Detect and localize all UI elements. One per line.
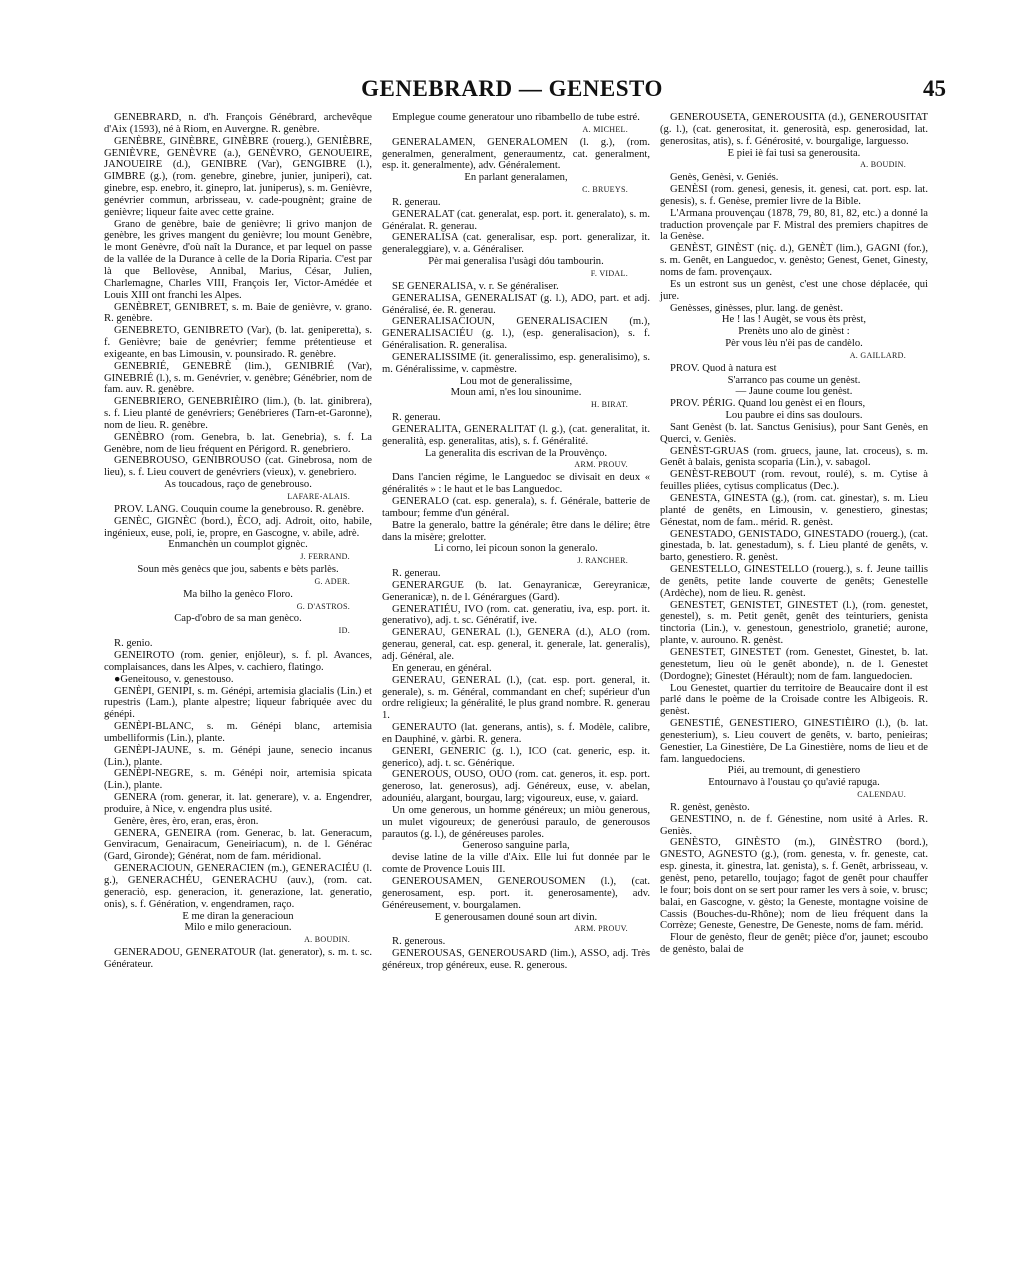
dictionary-entry: GENÈBRE, GINÈBRE, GINÈBRE (rouerg.), GENIÈBRE, GENIÈVRE, GENÈVRE (a.), GENÈVRO, GENOUEIRE, JANOUEIRE (d.), GENIBRE (Var), GENGIBRE (l.), GIMBRE (g.), (rom. genebre, ginebre, junier, juniperi), cat. ginebre, esp. enebro, it. ginepro, lat. juniperus), s. m. Genièvre, genévrier commun, arbrisseau, v. cade-pougnènt; graine de genièvre; liqueur faite avec cette graine. xyxy=(104,135,373,218)
quotation-line: Lou mot de generalissime, xyxy=(459,375,573,387)
quotation-line: Pèr mai generalisa l'usàgi dóu tambourin. xyxy=(428,256,604,268)
dictionary-entry: GENÈST-GRUAS (rom. gruecs, jaune, lat. croceus), s. m. Genêt à balais, genista scoparia (Lin.), v. sabagol. xyxy=(660,445,928,469)
dictionary-entry: GENERA, GENEIRA (rom. Generac, b. lat. Generacum, Genviracum, Genairacum, Geneiriacum), n. de l. Générac (Gard, Gironde); Générat, nom de fam. méridional. xyxy=(104,827,372,863)
dictionary-entry: GENERALAT (cat. generalat, esp. port. it. generalato), s. m. Généralat. R. generau. xyxy=(382,208,650,232)
quotation-source: CALENDAU. xyxy=(857,790,906,800)
dictionary-entry: L'Armana prouvençau (1878, 79, 80, 81, 82, etc.) a donné la traduction provençale par F. Mistral des premiers chapitres de la Genèse. xyxy=(660,207,928,243)
dictionary-entry: Genèsses, ginèsses, plur. lang. de genèst. xyxy=(670,302,843,314)
quotation-line: Piéi, au tremount, di genestiero xyxy=(727,765,861,777)
dictionary-entry: GENERACIOUN, GENERACIEN (m.), GENERACIÉU (l. g.), GENERACHÉU, GENERACHU (auv.), (rom. cat. generaciò, esp. generacion, it. generazione, lat. generatio, onis), s. f. Génération, v. engendramen, raço. xyxy=(104,863,372,910)
dictionary-entry: GENERADOU, GENERATOUR (lat. generator), s. m. t. sc. Générateur. xyxy=(104,947,372,970)
dictionary-entry: GENÈSI (rom. genesi, genesis, it. genesi, cat. port. esp. lat. genesis), s. f. Genèse, premier livre de la Bible. xyxy=(660,184,928,207)
dictionary-entry: PROV. LANG. Couquin coume la genebrouso. R. genèbre. xyxy=(114,503,364,515)
quotation-source: C. BRUEYS. xyxy=(582,185,628,195)
dictionary-entry: Dans l'ancien régime, le Languedoc se divisait en deux « généralités » : le haut et le bas Languedoc. xyxy=(382,472,650,496)
dictionary-entry: GENEBRARD, n. d'h. François Génébrard, archevêque d'Aix (1593), né à Riom, en Auvergne. R. genèbre. xyxy=(104,112,372,135)
quotation-line: E generousamen douné soun art divin. xyxy=(434,911,598,923)
dictionary-entry: Lou Genestet, quartier du territoire de Beaucaire dont il est parlé dans le poème de la Croisade contre les Albigeois. R. genèst. xyxy=(660,682,928,718)
dictionary-entry: PROV. PÉRIG. Quand lou genèst ei en flours, xyxy=(670,398,866,410)
quotation-source: G. D'ASTROS. xyxy=(296,601,350,611)
dictionary-entry: R. genèst, genèsto. xyxy=(670,801,750,813)
dictionary-entry: Sant Genèst (b. lat. Sanctus Genisius), pour Sant Genès, en Querci, v. Geniès. xyxy=(660,421,928,445)
dictionary-entry: GENEROUSAS, GENEROUSARD (lim.), ASSO, adj. Très généreux, trop généreux, euse. R. generous. xyxy=(382,948,650,971)
dictionary-entry: GENEBRETO, GENIBRETO (Var), (b. lat. geniperetta), s. f. Genièvre; baie de genévrier; femme prétentieuse et exigeante, en bas Limousin, v. pounsirado. R. genèbre. xyxy=(104,325,372,360)
dictionary-entry: R. genio. xyxy=(114,638,153,650)
quotation-line: Pèr vous lèu n'èi pas de candèlo. xyxy=(725,338,863,350)
dictionary-entry: Batre la generalo, battre la générale; être dans le délire; être dans la misère; grelotter. xyxy=(382,519,650,543)
dictionary-entry: devise latine de la ville d'Aix. Elle lui fut donnée par le comte de Provence Louis III. xyxy=(382,852,650,876)
dictionary-entry: En generau, en général. xyxy=(392,662,492,674)
dictionary-entry: GENERALISA, GENERALISAT (g. l.), ADO, part. et adj. Généralisé, ée. R. generau. xyxy=(382,292,650,316)
page-number: 45 xyxy=(923,76,946,101)
dictionary-entry: GENÈST-REBOUT (rom. revout, roulé), s. m. Cytise à feuilles pliées, cytisus complicatus (Dec.). xyxy=(660,469,928,493)
dictionary-entry: R. generau. xyxy=(392,412,441,424)
dictionary-entry: GENÈSTO, GINÈSTO (m.), GINÈSTRO (bord.), GNESTO, AGNESTO (g.), (rom. genesta, v. fr. geneste, cat. esp. ginesta, it. ginestra, lat. genista), s. f. Genêt, arbrisseau, v. genèst, peno, petarello, toujago; fagot de genêt pour chauffer le four; bois dont on se sert pour ramer les vers à soie, v. brusc; balai, en Gascogne, v. gèsto; la Geneste, montagne voisine de Cassis (Bouches-du-Rhône); nom de lieu fréquent dans la Corrèze; Geneste, Genestre, De Geneste, noms de fam. mérid. xyxy=(660,837,928,932)
quotation-line: E me diran la generacioun xyxy=(182,910,294,922)
quotation-source: LAFARE-ALAIS. xyxy=(287,492,350,501)
dictionary-entry: GENERALISACIOUN, GENERALISACIEN (m.), GENERALISACIÉU (g. l.), (esp. generalisacion), s. f. Généralisation. R. generalisa. xyxy=(382,316,650,352)
dictionary-entry: PROV. Quod à natura est xyxy=(670,362,777,374)
dictionary-entry: GENERATIÉU, IVO (rom. cat. generatiu, iva, esp. port. it. generativo), adj. t. sc. Génératif, ive. xyxy=(382,603,650,627)
dictionary-entry: R. generau. xyxy=(392,196,441,208)
dictionary-entry: R. generous. xyxy=(392,936,446,948)
dictionary-entry: GENERAUTO (lat. generans, antis), s. f. Modèle, calibre, en Dauphiné, v. gàrbi. R. genera. xyxy=(382,722,650,745)
quotation-source: G. ADER. xyxy=(314,576,350,586)
dictionary-entry: GENERALISA (cat. generalisar, esp. port. generalizar, it. generaleggiare), v. a. Généraliser. xyxy=(382,232,650,256)
quotation-line: Li corno, lei picoun sonon la generalo. xyxy=(434,543,598,555)
quotation-line: Moun ami, n'es lou sinounime. xyxy=(450,387,582,399)
dictionary-entry: GENÈC, GIGNÈC (bord.), ÈCO, adj. Adroit, oito, habile, ingénieux, euse, poli, ie, propre, en Gascogne, v. abile, adrè. xyxy=(104,515,372,539)
quotation-source: J. FERRAND. xyxy=(300,552,350,562)
dictionary-entry: Un ome generous, un homme généreux; un miòu generous, un mulet vigoureux; de generóusi paraulo, de generousos parautos (g. l.), de généreuses paroles. xyxy=(382,804,650,840)
dictionary-entry: GENÈPI-JAUNE, s. m. Génépi jaune, senecio incanus (Lin.), plante. xyxy=(104,744,372,768)
dictionary-entry: GENESTINO, n. de f. Génestine, nom usité à Arles. R. Geniès. xyxy=(660,813,928,837)
dictionary-entry: GENÈPI-NEGRE, s. m. Génépi noir, artemisia spicata (Lin.), plante. xyxy=(104,768,372,792)
quotation-line: Soun mès genècs que jou, sabents e bèts parlès. xyxy=(137,564,339,576)
dictionary-entry: GENEBRIERO, GENEBRIÈIRO (lim.), (b. lat. ginibrera), s. f. Lieu planté de genévriers; Genébrieres (Tarn-et-Garonne), nom de lieu. R. genèbre. xyxy=(104,396,372,431)
quotation-source: A. BOUDIN. xyxy=(860,160,906,170)
quotation-line: Generoso sanguine parla, xyxy=(462,840,570,852)
quotation-source: J. RANCHER. xyxy=(577,556,628,566)
quotation-line: La generalita dis escrivan de la Prouvènço. xyxy=(424,447,608,459)
quotation-line: Prenèts uno alo de ginèst : xyxy=(738,326,850,338)
dictionary-entry: GENERALO (cat. esp. generala), s. f. Générale, batterie de tambour; femme d'un général. xyxy=(382,496,650,519)
quotation-line: Cap-d'obro de sa man genèco. xyxy=(174,613,302,625)
dictionary-entry: GENESTET, GENISTET, GINESTET (l.), (rom. genestet, genestel), s. m. Petit genêt, genêt des teinturiers, genista tinctoria (Lin.), v. genestoun, genestriolo, granetié; aurone, plante, v. aurouno. R. genèst. xyxy=(660,599,928,647)
column-2 xyxy=(382,112,650,972)
quotation-line: E piei iè fai tusi sa generousita. xyxy=(727,147,861,159)
dictionary-entry: GENESTET, GINESTET (rom. Genestet, Ginestet, b. lat. genestetum, lieu où le genêt abonde), n. de l. Genestet (Dordogne); Ginestet (Hérault); nom de fam. languedocien. xyxy=(660,646,928,682)
dictionary-entry: GENESTELLO, GINESTELLO (rouerg.), s. f. Jeune taillis de genêts, petite lande couverte de genêts; Genestelle (Ardèche), nom de lieu. R. genèst. xyxy=(660,564,928,599)
quotation-line: Enmanchèn un coumplot gignèc. xyxy=(168,539,308,551)
quotation-line: He ! las ! Augèt, se vous èts prèst, xyxy=(721,314,867,326)
dictionary-entry: Flour de genèsto, fleur de genêt; pièce d'or, jaunet; escoubo de genèsto, balai de xyxy=(660,932,928,956)
dictionary-entry: GENERARGUE (b. lat. Genayranicæ, Gereyranicæ, Generanicæ), n. de l. Générargues (Gard). xyxy=(382,579,650,603)
column-1 xyxy=(104,112,372,971)
dictionary-entry: R. generau. xyxy=(392,568,441,580)
dictionary-entry: GENEBRIÉ, GENEBRÈ (lim.), GENIBRIÉ (Var), GINEBRIÉ (l.), s. m. Genévrier, v. genèbre; Génébrier, nom de fam. auv. R. genèbre. xyxy=(104,360,372,396)
quotation-line: En parlant generalamen, xyxy=(464,172,568,184)
dictionary-entry: GENEROUS, OUSO, OUO (rom. cat. generos, it. esp. port. generoso, lat. generosus), adj. Généreux, euse, v. abelan, adouniéu, alargant, bourgau, larg; vigoureux, euse, v. gaiard. xyxy=(382,769,650,805)
quotation-line: Milo e milo generacioun. xyxy=(184,922,292,934)
quotation-line: Entournavo à l'oustau ço qu'avié rapuga. xyxy=(708,777,880,789)
dictionary-entry: GENERAU, GENERAL (l.), (cat. esp. port. general, it. generale), s. m. Général, commandant en chef; supérieur d'un ordre religieux; la généralité, le plus grand nombre. R. generau 1. xyxy=(382,674,650,722)
quotation-source: ARM. PROUV. xyxy=(574,924,628,934)
quotation-source: ARM. PROUV. xyxy=(574,460,628,470)
quotation-line: S'arranco pas coume un genèst. xyxy=(727,374,861,386)
dictionary-entry: GENESTA, GINESTA (g.), (rom. cat. ginestar), s. m. Lieu planté de genêts, en Limousin, v. genestiero, ginestas; Génestat, nom de fam.. mérid. R. genèst. xyxy=(660,493,928,528)
quotation-source: H. BIRAT. xyxy=(591,400,628,410)
quotation-source: A. MICHEL. xyxy=(582,124,628,134)
dictionary-entry: GENÈBRET, GENIBRET, s. m. Baie de genièvre, v. grano. R. genèbre. xyxy=(104,301,372,325)
dictionary-entry: SE GENERALISA, v. r. Se généraliser. xyxy=(392,280,559,292)
dictionary-entry: GENERAU, GENERAL (l.), GENERA (d.), ALO (rom. generau, general, cat. esp. general, it. generale, lat. generalis), adj. Général, ale. xyxy=(382,627,650,662)
dictionary-entry: GENÈBRO (rom. Genebra, b. lat. Genebria), s. f. La Genèbre, nom de lieu fréquent en Périgord. R. genebriero. xyxy=(104,431,372,455)
dictionary-entry: GENERA (rom. generar, it. lat. generare), v. a. Engendrer, produire, à Nice, v. engendra plus usité. xyxy=(104,792,372,815)
quotation-line: — Jaune coume lou genèst. xyxy=(735,386,853,398)
quotation-line: Ma bilho la genèco Floro. xyxy=(183,588,293,600)
dictionary-entry: GENÈPI, GENIPI, s. m. Génépi, artemisia glacialis (Lin.) et rupestris (Lam.), plante alpestre; liqueur fabriquée avec du génépi. xyxy=(104,685,372,721)
running-title: GENEBRARD — GENESTO xyxy=(361,76,663,101)
dictionary-entry: GENEROUSAMEN, GENEROUSOMEN (l.), (cat. generosament, esp. port. it. generosamente), adv. Généreusement, v. bourgalamen. xyxy=(382,876,650,911)
dictionary-entry: GENEROUSETA, GENEROUSITA (d.), GENEROUSITAT (g. l.), (cat. generositat, it. generosità, esp. generosidad, lat. generositas, atis), s. f. Générosité, v. bourgalige, larguesso. xyxy=(660,112,928,147)
dictionary-entry: Genère, ères, èro, eran, eras, èron. xyxy=(114,815,259,827)
dictionary-entry: GENEIROTO (rom. genier, enjôleur), s. f. pl. Avances, complaisances, dans les Alpes, v. cachiero, flatingo. xyxy=(104,649,372,673)
column-3 xyxy=(660,112,928,956)
dictionary-entry: GENÈST, GINÈST (niç. d.), GENÈT (lim.), GAGNI (for.), s. m. Genêt, en Languedoc, v. genèsto; Genest, Genet, Ginesty, noms de fam. provençaux. xyxy=(660,243,928,278)
dictionary-entry: GENEBROUSO, GENIBROUSO (cat. Ginebrosa, nom de lieu), s. f. Lieu couvert de genévriers (vieux), v. genebriero. xyxy=(104,455,372,479)
running-header xyxy=(0,76,1024,108)
dictionary-entry: Es un estront sus un genèst, c'est une chose déplacée, qui jure. xyxy=(660,278,928,302)
dictionary-entry: GENERALISSIME (it. generalissimo, esp. generalisimo), s. m. Généralissime, v. capmèstre. xyxy=(382,351,650,375)
dictionary-entry: GENESTIÉ, GENESTIERO, GINESTIÈIRO (l.), (b. lat. genesterium), s. Lieu couvert de genêts, v. barto, penieiras; Genestier, La Ginestière, De La Ginestière, noms de lieu et de fam. languedociens. xyxy=(660,718,928,765)
quotation-source: F. VIDAL. xyxy=(590,268,628,278)
dictionary-entry: GENERI, GENERIC (g. l.), ICO (cat. generic, esp. it. generico), adj. t. sc. Générique. xyxy=(382,745,650,769)
dictionary-entry: GENERALAMEN, GENERALOMEN (l. g.), (rom. generalmen, generalment, generaumentz, cat. generalment, esp. it. generalmente), adv. Généralement. xyxy=(382,136,650,172)
quotation-source: A. GAILLARD. xyxy=(849,350,906,360)
dictionary-entry: GENERALITA, GENERALITAT (l. g.), (cat. generalitat, it. generalità, esp. generalitas, atis), s. f. Généralité. xyxy=(382,423,650,447)
dictionary-entry: GENÈPI-BLANC, s. m. Génépi blanc, artemisia umbelliformis (Lin.), plante. xyxy=(104,721,372,744)
quotation-source: ID. xyxy=(338,626,350,636)
dictionary-entry: ●Geneitouso, v. genestouso. xyxy=(114,673,234,685)
dictionary-entry: Genès, Genèsi, v. Geniés. xyxy=(670,172,779,184)
dictionary-entry: GENESTADO, GENISTADO, GINESTADO (rouerg.), (cat. ginestada, b. lat. genestadum), s. f. Lieu planté de genêts, v. barto, genestiero. R. genèst. xyxy=(660,528,928,564)
dictionary-entry: Grano de genèbre, baie de genièvre; li grivo manjon de genèbre, les grives mangent du genièvre; lou mount Genèbre, le mont Genèvre, d'où naît la Durance, et par lequel on passe de la vallée de la Durance à celle de la Doria Riparia. C'est par là que Bellovèse, Annibal, Marius, César, Julien, Charlemagne, Charles VIII, François Ier, Victor-Amédée et Louis XIII ont franchi les Alpes. xyxy=(104,218,372,301)
quotation-source: A. BOUDIN. xyxy=(304,935,350,945)
quotation-line: As toucadous, raço de genebrouso. xyxy=(164,479,312,491)
quotation-line: Lou paubre ei dins sas doulours. xyxy=(725,410,863,422)
quotation-line: Emplegue coume generatour uno ribambello de tube estré. xyxy=(392,112,640,123)
